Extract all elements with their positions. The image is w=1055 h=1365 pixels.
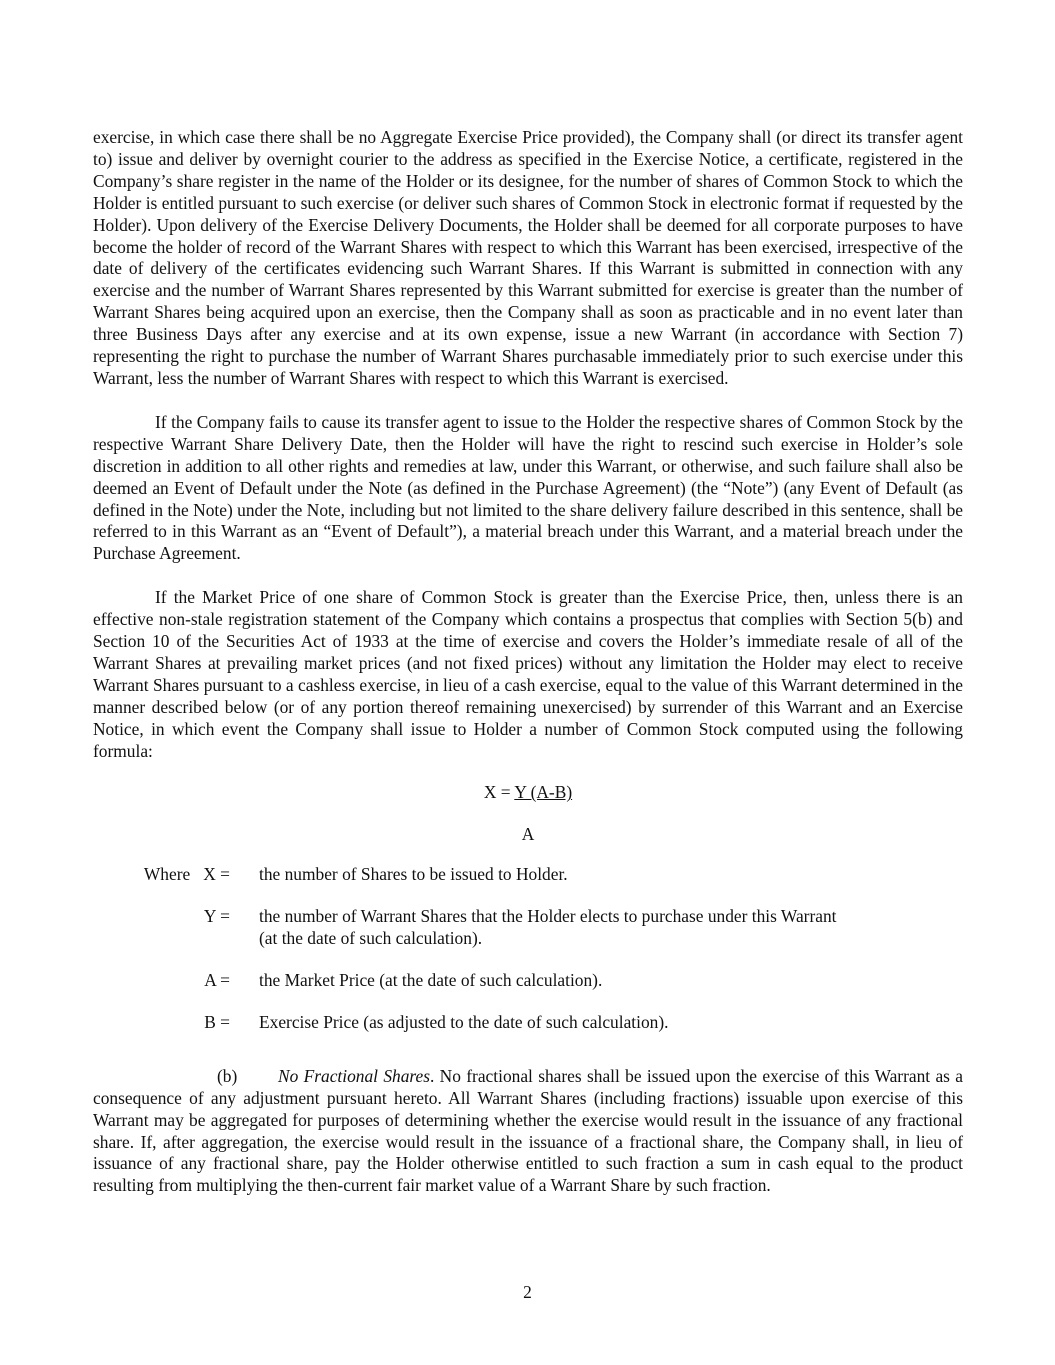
definition-value: the number of Warrant Shares that the Holder elects to purchase under this Warrant (at the date of such calculation). [259, 906, 837, 949]
formula-lhs: X = [483, 782, 515, 803]
definition-key: B = [204, 1011, 230, 1032]
section-b-label: (b) [217, 1065, 238, 1086]
section-b-text: . No fractional shares shall be issued upon the exercise of this Warrant as a consequence of any adjustment pursuant hereto. All Warrant Shares (including fractions) issuable upon exercise of this Warrant may be aggregated for purposes of determining whether the exercise would result in the issuance of any fractional share. If, after aggregation, the exercise would result in the issuance of a fractional share, the Company shall, in lieu of issuance of any fractional share, pay the Holder otherwise entitled to such fraction a sum in cash equal to the product resulting from multiplying the then-current fair market value of a Warrant Share by such fraction. [93, 1065, 963, 1196]
paragraph-failure-to-deliver: If the Company fails to cause its transfer agent to issue to the Holder the respective shares of Common Stock by the respective Warrant Share Delivery Date, then the Holder will have the right to rescind such exercise in Holder’s sole discretion in addition to all other rights and remedies at law, under this Warrant, or otherwise, and such failure shall also be deemed an Event of Default under the Note (as defined in the Purchase Agreement) (the “Note”) (any Event of Default (as defined in the Note) under the Note, including but not limited to the share delivery failure described in this sentence, shall be referred to in this Warrant as an “Event of Default”), a material breach under this Warrant, and a material breach under the Purchase Agreement. [93, 411, 963, 564]
paragraph-exercise-delivery: exercise, in which case there shall be no Aggregate Exercise Price provided), the Company shall (or direct its transfer agent to) issue and deliver by overnight courier to the address as specified in the Exercise Notice, a certificate, registered in the Company’s share register in the name of the Holder or its designee, for the number of shares of Common Stock to which the Holder is entitled pursuant to such exercise (or deliver such shares of Common Stock in electronic format if requested by the Holder). Upon delivery of the Exercise Delivery Documents, the Holder shall be deemed for all corporate purposes to have become the holder of record of the Warrant Shares with respect to which this Warrant has been exercised, irrespective of the date of delivery of the certificates evidencing such Warrant Shares. If this Warrant is submitted in connection with any exercise and the number of Warrant Shares represented by this Warrant submitted for exercise is greater than the number of Warrant Shares being acquired upon an exercise, then the Company shall as soon as practicable and in no event later than three Business Days after any exercise and at its own expense, issue a new Warrant (in accordance with Section 7) representing the right to purchase the number of Warrant Shares purchasable immediately prior to such exercise under this Warrant, less the number of Warrant Shares with respect to which this Warrant is exercised. [93, 127, 963, 388]
formula-denominator: A [521, 824, 535, 845]
definition-y [93, 906, 963, 950]
paragraph-cashless-exercise: If the Market Price of one share of Common Stock is greater than the Exercise Price, then, unless there is an effective non-stale registration statement of the Company which contains a prospectus that complies with Section 5(b) and Section 10 of the Securities Act of 1933 at the time of exercise and covers the Holder’s immediate resale of all of the Warrant Shares at prevailing market prices (and not fixed prices) without any limitation the Holder may elect to receive Warrant Shares pursuant to a cashless exercise, in lieu of a cash exercise, equal to the value of this Warrant determined in the manner described below (or of any portion thereof remaining unexercised) by surrender of this Warrant and an Exercise Notice, in which event the Company shall issue to Holder a number of Common Stock computed using the following formula: [93, 587, 963, 761]
definition-key: Where X = [143, 864, 230, 885]
formula-definitions [93, 864, 963, 1034]
definition-value: the Market Price (at the date of such calculation). [259, 970, 603, 990]
section-b-no-fractional-shares [93, 1066, 963, 1197]
definition-a [93, 970, 963, 992]
definition-value: the number of Shares to be issued to Holder. [259, 864, 568, 885]
document-page [93, 127, 963, 1197]
definition-b [93, 1012, 963, 1034]
definition-key: Y = [203, 906, 230, 927]
cashless-formula [93, 782, 963, 846]
definition-x [93, 864, 963, 886]
section-b-title: No Fractional Shares [278, 1065, 431, 1086]
formula-numerator: Y (A-B) [514, 782, 573, 803]
page-number: 2 [523, 1282, 532, 1302]
definition-key: A = [204, 970, 230, 990]
definition-value: Exercise Price (as adjusted to the date of such calculation). [259, 1011, 669, 1032]
